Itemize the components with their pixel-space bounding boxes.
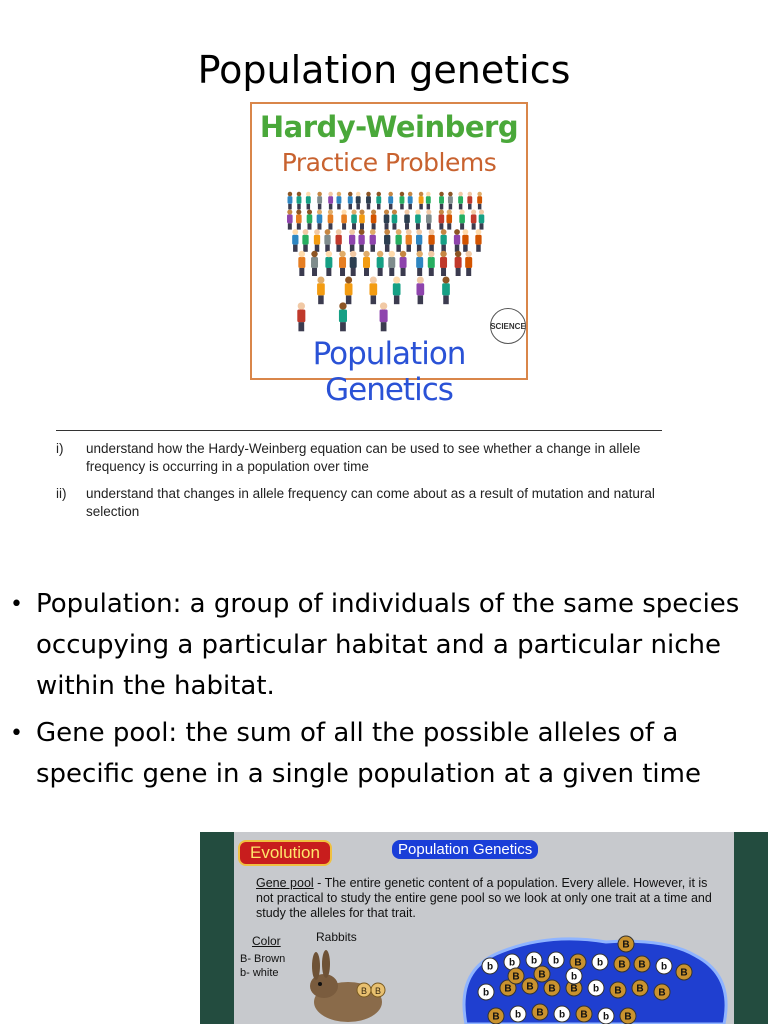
rabbit-illustration — [300, 944, 400, 1024]
person-figure — [426, 192, 431, 210]
person-figure — [439, 209, 445, 229]
objective-text: understand that changes in allele frequency can come about as a result of mutation and natural selection — [86, 486, 655, 519]
person-figure — [477, 192, 482, 210]
person-figure — [404, 209, 410, 229]
allele-token-brown — [508, 968, 524, 984]
allele-token-white — [566, 968, 582, 984]
population-genetics-tab: Population Genetics — [392, 840, 538, 859]
science-logo-text: SCIENCE — [490, 321, 526, 331]
svg-text:B: B — [614, 985, 622, 997]
allele-token-white — [548, 952, 564, 968]
rabbits-label: Rabbits — [316, 930, 357, 944]
person-figure — [349, 229, 355, 252]
person-figure — [376, 192, 381, 210]
person-figure — [462, 229, 468, 252]
legend-brown: B- Brown — [240, 953, 286, 965]
person-figure — [345, 276, 353, 304]
allele-token-brown — [614, 956, 630, 972]
person-figure — [467, 192, 472, 210]
svg-text:B: B — [526, 981, 534, 993]
person-figure — [384, 229, 390, 252]
svg-text:B: B — [658, 987, 666, 999]
allele-token-brown — [522, 978, 538, 994]
allele-token-brown — [676, 964, 692, 980]
allele-token-white — [554, 1006, 570, 1022]
person-figure — [399, 192, 404, 210]
allele-token-white — [482, 958, 498, 974]
svg-text:b: b — [592, 983, 600, 995]
objective-text: understand how the Hardy-Weinberg equation can be used to see whether a change in allele frequency is occurring in a population over time — [86, 441, 641, 474]
person-figure — [292, 229, 298, 252]
person-figure — [440, 229, 446, 252]
allele-token-white — [478, 984, 494, 1000]
allele-token-brown — [570, 954, 586, 970]
person-figure — [297, 302, 305, 331]
person-figure — [377, 251, 384, 276]
person-figure — [288, 192, 293, 210]
svg-text:B: B — [536, 1007, 544, 1019]
objective-item — [56, 440, 676, 475]
person-figure — [416, 276, 424, 304]
objectives-list — [56, 440, 676, 530]
person-figure — [324, 229, 330, 252]
person-figure — [317, 209, 323, 229]
svg-text:B: B — [624, 1011, 632, 1023]
svg-text:b: b — [660, 961, 668, 973]
legend-white: b- white — [240, 967, 279, 979]
svg-text:B: B — [548, 983, 556, 995]
crowd-illustration — [280, 184, 500, 334]
svg-text:b: b — [596, 957, 604, 969]
rabbit-allele-1: B — [360, 986, 368, 996]
person-figure — [392, 209, 398, 229]
svg-text:b: b — [570, 971, 578, 983]
poster-footer: Population Genetics — [312, 336, 466, 408]
allele-token-white — [588, 980, 604, 996]
person-figure — [317, 192, 322, 210]
bullet-marker: • — [10, 721, 23, 746]
person-figure — [400, 251, 407, 276]
person-figure — [416, 251, 423, 276]
svg-text:B: B — [504, 983, 512, 995]
allele-token-brown — [620, 1008, 636, 1024]
person-figure — [314, 229, 320, 252]
allele-token-brown — [618, 936, 634, 952]
gene-pool-illustration — [456, 932, 734, 1024]
person-figure — [426, 209, 432, 229]
person-figure — [393, 276, 401, 304]
person-figure — [388, 251, 395, 276]
person-figure — [406, 229, 412, 252]
svg-text:B: B — [618, 959, 626, 971]
person-figure — [459, 209, 465, 229]
allele-token-brown — [488, 1008, 504, 1024]
person-figure — [442, 276, 450, 304]
allele-token-white — [656, 958, 672, 974]
person-figure — [370, 229, 376, 252]
person-figure — [298, 251, 305, 276]
person-figure — [359, 209, 365, 229]
allele-token-white — [510, 1006, 526, 1022]
allele-token-white — [504, 954, 520, 970]
allele-token-white — [526, 952, 542, 968]
person-figure — [440, 251, 447, 276]
person-figure — [479, 209, 485, 229]
allele-token-brown — [534, 966, 550, 982]
evolution-tab: Evolution — [238, 840, 332, 866]
person-figure — [428, 251, 435, 276]
allele-token-brown — [532, 1004, 548, 1020]
evolution-panel-image — [200, 832, 768, 1024]
svg-text:b: b — [508, 957, 516, 969]
bullet-item — [10, 713, 760, 795]
svg-text:B: B — [570, 983, 578, 995]
svg-text:b: b — [482, 987, 490, 999]
gene-pool-definition — [256, 876, 716, 921]
bullet-marker: • — [10, 592, 23, 617]
person-figure — [455, 251, 462, 276]
svg-text:B: B — [574, 957, 582, 969]
person-figure — [363, 251, 370, 276]
person-figure — [366, 192, 371, 210]
svg-text:B: B — [680, 967, 688, 979]
allele-token-brown — [544, 980, 560, 996]
person-figure — [307, 209, 313, 229]
svg-text:B: B — [580, 1009, 588, 1021]
person-figure — [311, 251, 318, 276]
svg-text:b: b — [552, 955, 560, 967]
person-figure — [348, 192, 353, 210]
person-figure — [317, 276, 325, 304]
person-figure — [419, 192, 424, 210]
person-figure — [416, 229, 422, 252]
panel-content — [234, 832, 734, 1024]
person-figure — [336, 192, 341, 210]
person-figure — [465, 251, 472, 276]
gene-pool-term: Gene pool — [256, 876, 314, 890]
allele-token-brown — [654, 984, 670, 1000]
person-figure — [306, 192, 311, 210]
person-figure — [339, 251, 346, 276]
bullet-text: Gene pool: the sum of all the possible alleles of a specific gene in a single population at a given time — [36, 718, 701, 789]
person-figure — [302, 229, 308, 252]
svg-text:B: B — [492, 1011, 500, 1023]
person-figure — [454, 229, 460, 252]
person-figure — [350, 251, 357, 276]
person-figure — [328, 192, 333, 210]
allele-token-brown — [634, 956, 650, 972]
rabbit-allele-2: B — [374, 986, 382, 996]
panel-border-left — [200, 832, 234, 1024]
objective-number: i) — [56, 441, 64, 456]
objectives-divider — [56, 430, 662, 431]
allele-token-brown — [576, 1006, 592, 1022]
person-figure — [408, 192, 413, 210]
svg-text:B: B — [622, 939, 630, 951]
svg-text:b: b — [602, 1011, 610, 1023]
poster-title: Hardy-Weinberg — [259, 110, 519, 144]
person-figure — [384, 209, 390, 229]
person-figure — [325, 251, 332, 276]
svg-text:b: b — [558, 1009, 566, 1021]
person-figure — [446, 209, 452, 229]
person-figure — [448, 192, 453, 210]
allele-token-brown — [610, 982, 626, 998]
svg-text:B: B — [638, 959, 646, 971]
person-figure — [358, 229, 364, 252]
allele-legend — [240, 952, 285, 980]
svg-text:b: b — [530, 955, 538, 967]
person-figure — [341, 209, 347, 229]
panel-border-right — [734, 832, 768, 1024]
person-figure — [388, 192, 393, 210]
person-figure — [380, 302, 388, 331]
gene-pool-text: - The entire genetic content of a population. Every allele. However, it is not practical to study the entire gene pool so we look at only one trait at a time and study the alleles for that trait. — [256, 876, 712, 920]
objective-item — [56, 485, 676, 520]
person-figure — [475, 229, 481, 252]
bullet-list — [10, 584, 760, 801]
bullet-text: Population: a group of individuals of the same species occupying a particular habitat and a particular niche within the habitat. — [36, 589, 740, 701]
poster-subtitle: Practice Problems — [281, 148, 497, 177]
svg-text:B: B — [512, 971, 520, 983]
person-figure — [428, 229, 434, 252]
person-figure — [296, 209, 302, 229]
allele-token-white — [598, 1008, 614, 1024]
person-figure — [297, 192, 302, 210]
hardy-weinberg-poster — [250, 102, 528, 408]
slide-title: Population genetics — [197, 48, 571, 92]
svg-text:b: b — [514, 1009, 522, 1021]
person-figure — [471, 209, 477, 229]
person-figure — [328, 209, 334, 229]
person-figure — [369, 276, 377, 304]
svg-text:b: b — [486, 961, 494, 973]
person-figure — [336, 229, 342, 252]
person-figure — [439, 192, 444, 210]
person-figure — [458, 192, 463, 210]
person-figure — [351, 209, 357, 229]
person-figure — [371, 209, 377, 229]
person-figure — [395, 229, 401, 252]
svg-text:B: B — [538, 969, 546, 981]
svg-text:B: B — [636, 983, 644, 995]
bullet-item — [10, 584, 760, 707]
person-figure — [415, 209, 421, 229]
color-label: Color — [252, 934, 281, 948]
person-figure — [287, 209, 293, 229]
person-figure — [356, 192, 361, 210]
objective-number: ii) — [56, 486, 67, 501]
allele-token-white — [592, 954, 608, 970]
allele-token-brown — [632, 980, 648, 996]
person-figure — [339, 302, 347, 331]
